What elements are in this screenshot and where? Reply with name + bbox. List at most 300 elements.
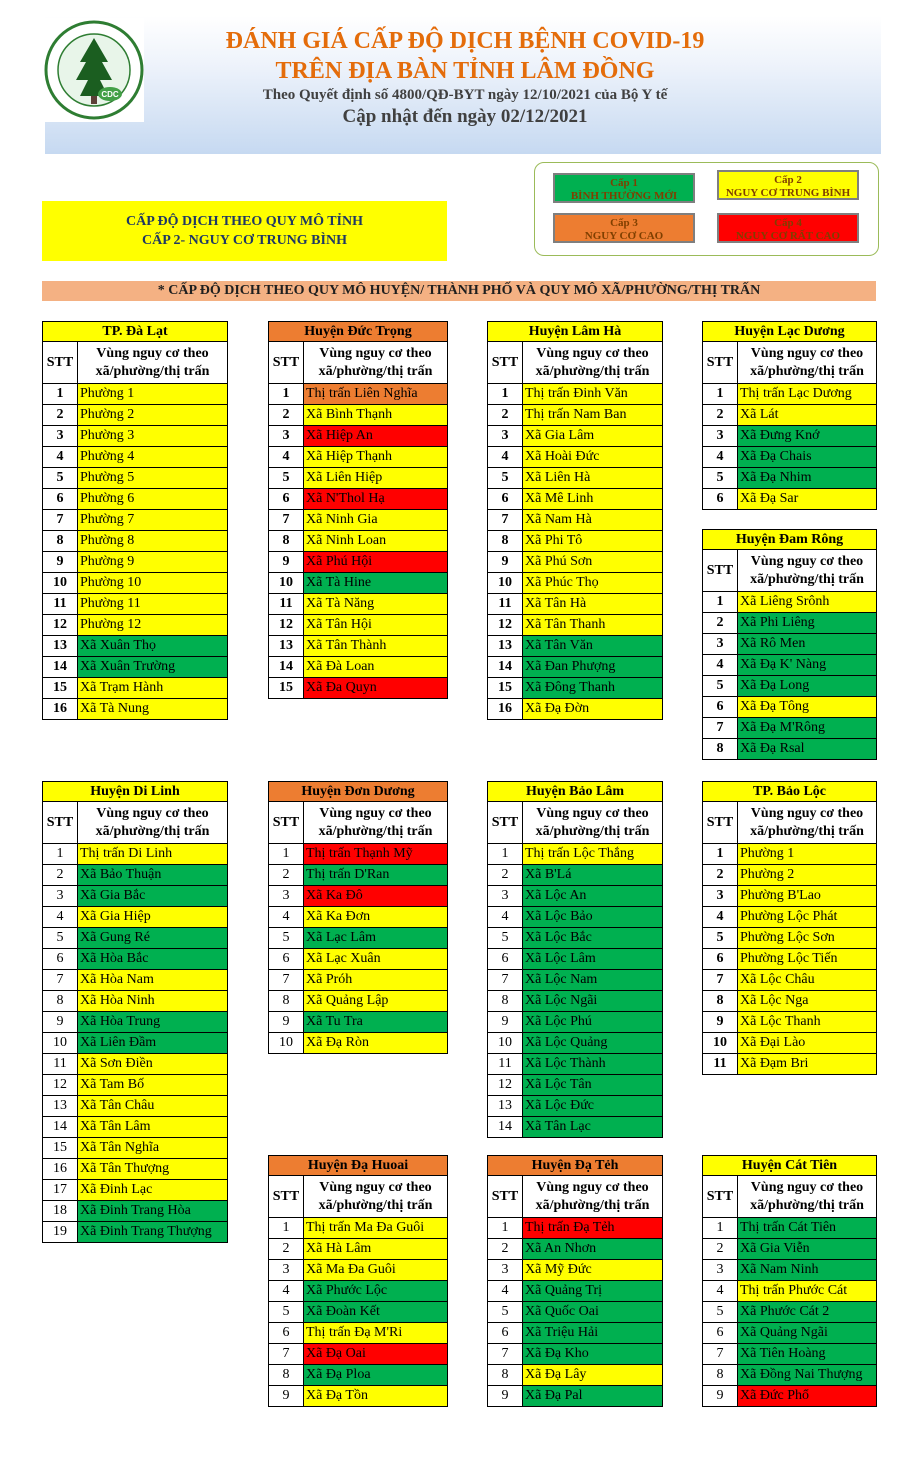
row-number: 2 [702,613,738,634]
row-number: 5 [702,1302,738,1323]
row-number: 5 [487,468,523,489]
commune-name: Xã Tà Năng [304,594,448,615]
table-row [702,1033,877,1054]
table-row [487,1012,663,1033]
row-number: 12 [42,615,78,636]
row-number: 4 [702,447,738,468]
area-header-line1: Vùng nguy cơ theo [750,554,864,569]
commune-name: Xã Hòa Bắc [78,949,228,970]
area-header [78,802,228,844]
district-table [702,1155,877,1407]
table-row [487,426,663,447]
commune-name: Xã Đạ Đờn [523,699,663,720]
commune-name: Xã Ka Đô [304,886,448,907]
row-number: 4 [487,1281,523,1302]
row-number: 9 [487,552,523,573]
table-row [487,699,663,720]
district-name: Huyện Lạc Dương [702,321,877,342]
row-number: 1 [268,384,304,405]
table-row [42,949,228,970]
row-number: 7 [487,1344,523,1365]
commune-name: Xã Hòa Ninh [78,991,228,1012]
commune-name: Thị trấn Cát Tiên [738,1218,877,1239]
row-number: 11 [487,1054,523,1075]
table-row [42,1159,228,1180]
stt-header: STT [487,1176,523,1218]
commune-name: Xã Gia Lâm [523,426,663,447]
table-row [702,865,877,886]
row-number: 14 [487,657,523,678]
row-number: 12 [42,1075,78,1096]
commune-name: Xã Tân Thượng [78,1159,228,1180]
commune-name: Xã Lộc Ngãi [523,991,663,1012]
row-number: 8 [702,991,738,1012]
commune-name: Xã Ninh Loan [304,531,448,552]
row-number: 1 [702,384,738,405]
table-row [487,1054,663,1075]
commune-name: Xã Đạ Oai [304,1344,448,1365]
column-header-row [268,342,448,384]
column-header-row [702,1176,877,1218]
table-row [42,426,228,447]
legend-level-3-label: NGUY CƠ CAO [584,230,664,242]
commune-name: Xã Lộc Đức [523,1096,663,1117]
row-number: 6 [268,489,304,510]
column-header-row [702,342,877,384]
commune-name: Phường 5 [78,468,228,489]
commune-name: Xã Phước Lộc [304,1281,448,1302]
row-number: 4 [42,447,78,468]
commune-name: Xã Bảo Thuận [78,865,228,886]
row-number: 11 [487,594,523,615]
commune-name: Xã Tân Thanh [523,615,663,636]
table-row [268,1218,448,1239]
table-row [487,949,663,970]
commune-name: Phường 1 [738,844,877,865]
row-number: 6 [42,949,78,970]
row-number: 7 [268,510,304,531]
commune-name: Phường 7 [78,510,228,531]
commune-name: Phường B'Lao [738,886,877,907]
table-row [487,405,663,426]
table-row [702,1323,877,1344]
commune-name: Xã Quảng Trị [523,1281,663,1302]
table-row [42,636,228,657]
stt-header: STT [42,802,78,844]
table-row [702,1239,877,1260]
stt-header: STT [268,802,304,844]
row-number: 11 [702,1054,738,1075]
row-number: 3 [702,886,738,907]
commune-name: Phường 4 [78,447,228,468]
row-number: 19 [42,1222,78,1243]
commune-name: Xã Próh [304,970,448,991]
commune-name: Xã Đạ Kho [523,1344,663,1365]
district-name: Huyện Đơn Dương [268,781,448,802]
table-row [487,1239,663,1260]
table-row [487,1302,663,1323]
commune-name: Xã Xuân Thọ [78,636,228,657]
area-header-line2: xã/phường/thị trấn [95,824,210,839]
row-number: 3 [702,1260,738,1281]
table-row [487,1260,663,1281]
commune-name: Xã Đông Thanh [523,678,663,699]
row-number: 9 [487,1386,523,1407]
row-number: 15 [42,678,78,699]
row-number: 10 [42,573,78,594]
commune-name: Thị trấn Lộc Thắng [523,844,663,865]
table-row [42,1117,228,1138]
table-row [268,405,448,426]
table-row [487,573,663,594]
stt-header: STT [487,802,523,844]
row-number: 10 [702,1033,738,1054]
table-row [268,678,448,699]
row-number: 5 [487,928,523,949]
table-row [268,1012,448,1033]
commune-name: Phường Lộc Phát [738,907,877,928]
commune-name: Xã Tiên Hoàng [738,1344,877,1365]
commune-name: Xã Lộc Châu [738,970,877,991]
table-row [42,531,228,552]
row-number: 8 [702,1365,738,1386]
commune-name: Xã Tà Nung [78,699,228,720]
row-number: 5 [268,468,304,489]
commune-name: Xã Tân Lâm [78,1117,228,1138]
commune-name: Phường 9 [78,552,228,573]
table-row [268,552,448,573]
row-number: 4 [702,907,738,928]
column-header-row [702,802,877,844]
row-number: 5 [702,928,738,949]
table-row [487,615,663,636]
table-row [487,552,663,573]
commune-name: Thị trấn Đạ M'Ri [304,1323,448,1344]
commune-name: Xã Lộc Lâm [523,949,663,970]
area-header-line1: Vùng nguy cơ theo [319,346,432,361]
table-row [487,1096,663,1117]
table-row [268,1302,448,1323]
row-number: 1 [487,1218,523,1239]
commune-name: Xã Hiệp An [304,426,448,447]
table-row [42,1096,228,1117]
area-header-line1: Vùng nguy cơ theo [96,346,209,361]
cdc-logo [44,18,144,122]
update-date: Cập nhật đến ngày 02/12/2021 [342,106,588,127]
legend-level-4-label: NGUY CƠ RẤT CAO [735,230,841,242]
table-row [42,510,228,531]
area-header [304,802,448,844]
commune-name: Xã Xuân Trường [78,657,228,678]
province-level-title: CẤP ĐỘ DỊCH THEO QUY MÔ TỈNH [126,214,363,229]
commune-name: Xã Rô Men [738,634,877,655]
district-table [42,781,228,1243]
column-header-row [487,342,663,384]
table-row [702,592,877,613]
commune-name: Xã Đức Phổ [738,1386,877,1407]
column-header-row [42,802,228,844]
legend-level-4-title: Cấp 4 [774,217,802,229]
commune-name: Xã Đưng Knớ [738,426,877,447]
table-row [42,1012,228,1033]
commune-name: Xã Lộc Bảo [523,907,663,928]
table-row [702,613,877,634]
row-number: 3 [268,1260,304,1281]
row-number: 4 [268,447,304,468]
row-number: 3 [487,886,523,907]
commune-name: Xã Mê Linh [523,489,663,510]
commune-name: Xã Tân Lạc [523,1117,663,1138]
area-header [738,1176,877,1218]
commune-name: Xã Hiệp Thạnh [304,447,448,468]
stt-header: STT [42,342,78,384]
page-title-line1: ĐÁNH GIÁ CẤP ĐỘ DỊCH BỆNH COVID-19 [225,28,705,54]
table-row [487,1033,663,1054]
stt-header: STT [702,342,738,384]
table-row [702,655,877,676]
row-number: 11 [42,1054,78,1075]
area-header [78,342,228,384]
commune-name: Xã Lộc Quảng [523,1033,663,1054]
commune-name: Xã Quốc Oai [523,1302,663,1323]
area-header-line1: Vùng nguy cơ theo [536,1180,649,1195]
stt-header: STT [268,1176,304,1218]
row-number: 7 [268,1344,304,1365]
commune-name: Xã Đa Quyn [304,678,448,699]
legend-level-1-title: Cấp 1 [610,177,638,189]
table-row [702,907,877,928]
row-number: 8 [268,991,304,1012]
row-number: 17 [42,1180,78,1201]
legend-level-2 [717,170,859,200]
svg-text:CDC: CDC [101,90,119,99]
table-row [268,970,448,991]
row-number: 1 [268,1218,304,1239]
table-row [268,1239,448,1260]
row-number: 16 [42,699,78,720]
column-header-row [702,550,877,592]
row-number: 2 [487,1239,523,1260]
row-number: 9 [268,1012,304,1033]
legend-level-3 [553,213,695,243]
row-number: 5 [702,676,738,697]
area-header-line2: xã/phường/thị trấn [535,364,650,379]
area-header-line1: Vùng nguy cơ theo [536,346,649,361]
row-number: 14 [268,657,304,678]
commune-name: Xã Nam Ninh [738,1260,877,1281]
row-number: 13 [268,636,304,657]
commune-name: Phường 8 [78,531,228,552]
table-row [268,949,448,970]
row-number: 15 [268,678,304,699]
commune-name: Xã Đạ Tồn [304,1386,448,1407]
row-number: 6 [268,1323,304,1344]
commune-name: Xã Hòa Trung [78,1012,228,1033]
table-row [268,426,448,447]
district-table [702,781,877,1075]
district-name: Huyện Bảo Lâm [487,781,663,802]
row-number: 8 [268,531,304,552]
table-row [42,1075,228,1096]
area-header [523,802,663,844]
district-name: Huyện Đạ Tẻh [487,1155,663,1176]
table-row [268,636,448,657]
table-row [487,447,663,468]
table-row [702,1260,877,1281]
row-number: 3 [487,426,523,447]
commune-name: Xã Đạm Bri [738,1054,877,1075]
row-number: 9 [42,1012,78,1033]
table-row [268,573,448,594]
table-row [487,384,663,405]
commune-name: Xã Lộc Nam [523,970,663,991]
commune-name: Xã Phú Sơn [523,552,663,573]
decision-reference: Theo Quyết định số 4800/QĐ-BYT ngày 12/10/2021 của Bộ Y tế [262,87,668,103]
table-row [42,405,228,426]
table-row [42,678,228,699]
legend-level-1-label: BÌNH THƯỜNG MỚI [570,190,678,202]
table-row [42,991,228,1012]
table-row [42,907,228,928]
table-row [487,844,663,865]
commune-name: Xã Nam Hà [523,510,663,531]
commune-name: Xã Lộc Thanh [738,1012,877,1033]
row-number: 7 [42,970,78,991]
column-header-row [487,802,663,844]
table-row [268,928,448,949]
row-number: 7 [702,970,738,991]
table-row [268,1344,448,1365]
commune-name: Xã Đạ Chais [738,447,877,468]
commune-name: Xã Đoàn Kết [304,1302,448,1323]
commune-name: Xã Lộc Phú [523,1012,663,1033]
row-number: 4 [268,1281,304,1302]
commune-name: Phường 3 [78,426,228,447]
table-row [487,1323,663,1344]
area-header-line1: Vùng nguy cơ theo [319,806,432,821]
commune-name: Xã Đạ Nhim [738,468,877,489]
table-row [702,949,877,970]
table-row [42,970,228,991]
table-row [268,384,448,405]
commune-name: Xã Liêng Srônh [738,592,877,613]
commune-name: Xã Gung Ré [78,928,228,949]
area-header-line1: Vùng nguy cơ theo [750,346,864,361]
table-row [487,970,663,991]
table-row [487,636,663,657]
table-row [268,468,448,489]
table-row [487,1386,663,1407]
commune-name: Xã Đạ Ròn [304,1033,448,1054]
table-row [487,468,663,489]
row-number: 5 [268,928,304,949]
area-header [738,550,877,592]
row-number: 14 [487,1117,523,1138]
table-row [42,1222,228,1243]
table-row [702,844,877,865]
table-row [702,886,877,907]
table-row [487,1344,663,1365]
commune-name: Phường 1 [78,384,228,405]
commune-name: Xã Lộc Tân [523,1075,663,1096]
table-row [702,1281,877,1302]
commune-name: Xã Gia Hiệp [78,907,228,928]
commune-name: Phường Lộc Tiến [738,949,877,970]
district-name: Huyện Di Linh [42,781,228,802]
row-number: 4 [487,447,523,468]
table-row [487,1281,663,1302]
table-row [702,489,877,510]
table-row [42,468,228,489]
table-row [42,928,228,949]
row-number: 2 [702,865,738,886]
commune-name: Xã Phước Cát 2 [738,1302,877,1323]
table-row [268,1386,448,1407]
row-number: 2 [702,1239,738,1260]
table-row [268,447,448,468]
commune-name: Phường 11 [78,594,228,615]
district-table [702,321,877,510]
table-row [702,634,877,655]
commune-name: Phường 2 [738,865,877,886]
commune-name: Thị trấn Nam Ban [523,405,663,426]
row-number: 8 [42,531,78,552]
commune-name: Xã Đồng Nai Thượng [738,1365,877,1386]
commune-name: Xã Tu Tra [304,1012,448,1033]
commune-name: Phường Lộc Sơn [738,928,877,949]
table-row [268,615,448,636]
table-row [702,718,877,739]
row-number: 6 [487,489,523,510]
commune-name: Thị trấn Thạnh Mỹ [304,844,448,865]
row-number: 1 [702,1218,738,1239]
area-header-line2: xã/phường/thị trấn [750,572,864,587]
table-row [268,865,448,886]
row-number: 7 [487,510,523,531]
row-number: 9 [268,552,304,573]
district-table [487,321,663,720]
row-number: 6 [702,697,738,718]
table-row [42,1033,228,1054]
row-number: 8 [268,1365,304,1386]
row-number: 9 [268,1386,304,1407]
row-number: 12 [487,615,523,636]
commune-name: Xã Tân Nghĩa [78,1138,228,1159]
district-table [268,781,448,1054]
table-row [702,426,877,447]
row-number: 4 [42,907,78,928]
row-number: 8 [487,991,523,1012]
area-header-line2: xã/phường/thị trấn [95,364,210,379]
table-row [268,1033,448,1054]
commune-name: Xã Gia Bắc [78,886,228,907]
row-number: 2 [487,405,523,426]
district-table [268,321,448,699]
table-row [268,489,448,510]
commune-name: Xã Đạ Pal [523,1386,663,1407]
commune-name: Thị trấn D'Ran [304,865,448,886]
district-name: Huyện Cát Tiên [702,1155,877,1176]
table-row [42,615,228,636]
table-row [268,531,448,552]
commune-name: Xã Tân Văn [523,636,663,657]
commune-name: Xã Sơn Điền [78,1054,228,1075]
district-table [268,1155,448,1407]
area-header-line2: xã/phường/thị trấn [535,824,650,839]
row-number: 2 [268,1239,304,1260]
district-table [487,781,663,1138]
area-header [738,342,877,384]
